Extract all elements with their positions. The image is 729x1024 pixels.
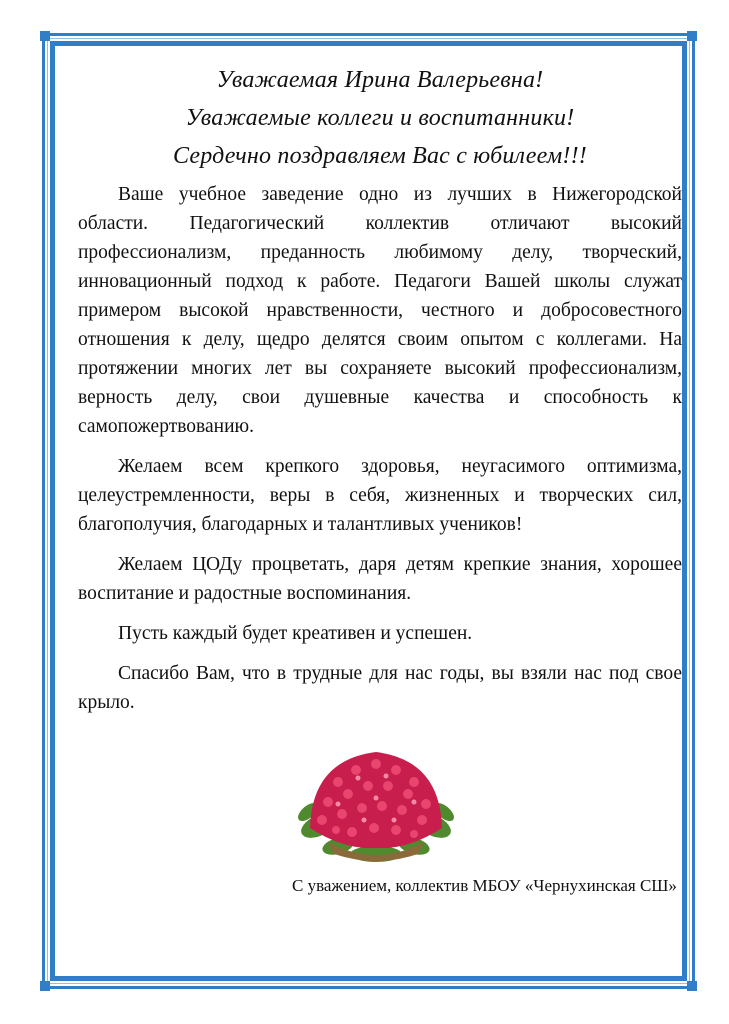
letter-body — [78, 52, 682, 717]
paragraph-wishes: Желаем всем крепкого здоровья, неугасимого оптимизма, целеустремленности, веры в себя, жизненных и творческих сил, благополучия, благодарных и талантливых учеников! — [78, 456, 682, 535]
rose-basket-image — [298, 742, 454, 868]
frame-corner-bottom-left — [40, 981, 50, 991]
frame-corner-bottom-right — [687, 981, 697, 991]
signature: С уважением, коллектив МБОУ «Чернухинская СШ» — [292, 876, 677, 895]
paragraph-school-praise: Ваше учебное заведение одно из лучших в Нижегородской области. Педагогический коллектив отличают высокий профессионализм, преданность любимому делу, творческий, инновационный подход к работе. Педагоги Вашей школы служат примером высокой нравственности, честного и добросовестного отношения к делу, щедро делятся своим опытом с коллегами. На протяжении многих лет вы сохраняете высокий профессионализм, верность делу, свои душевные качества и способность к самопожертвованию. — [78, 184, 682, 437]
paragraph-center-wishes: Желаем ЦОДу процветать, даря детям крепкие знания, хорошее воспитание и радостные воспоминания. — [78, 554, 682, 604]
greeting-addressee: Уважаемая Ирина Валерьевна! — [216, 67, 544, 93]
frame-corner-top-left — [40, 31, 50, 41]
paragraph-success: Пусть каждый будет креативен и успешен. — [118, 623, 473, 644]
greeting-congratulation: Сердечно поздравляем Вас с юбилеем!!! — [172, 143, 588, 169]
frame-corner-top-right — [687, 31, 697, 41]
paragraph-thanks: Спасибо Вам, что в трудные для нас годы, вы взяли нас под свое крыло. — [78, 663, 682, 713]
greeting-colleagues: Уважаемые коллеги и воспитанники! — [185, 105, 575, 131]
